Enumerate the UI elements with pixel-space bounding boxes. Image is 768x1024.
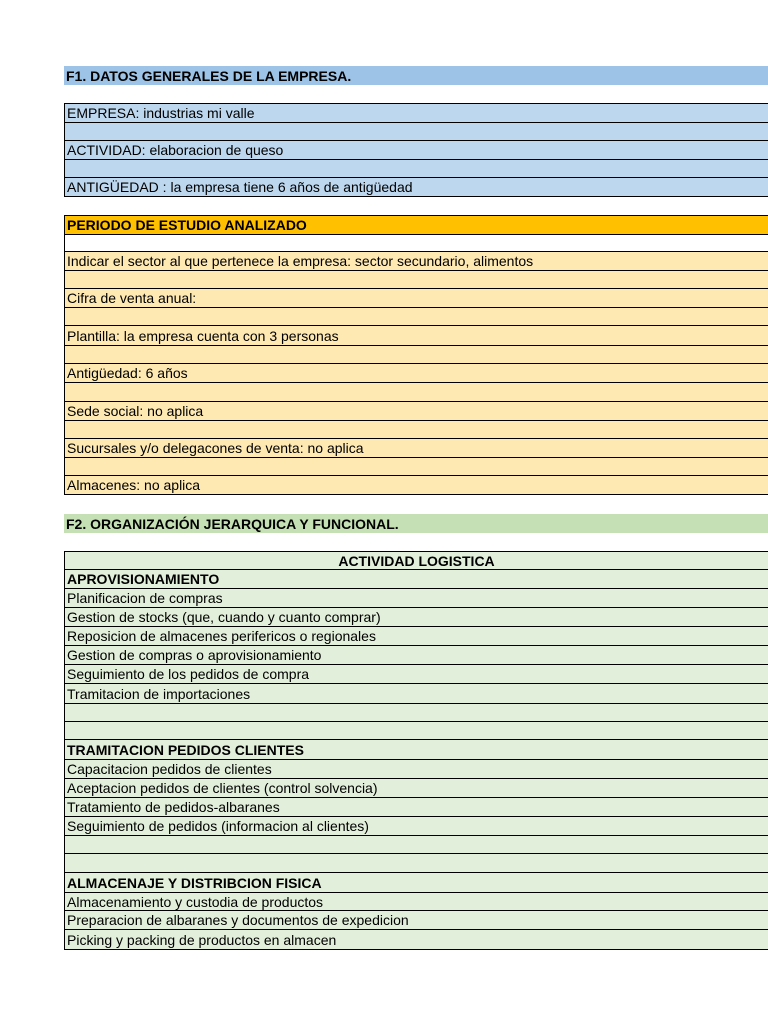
empty-cell[interactable]: [64, 458, 768, 476]
list-item[interactable]: Tramitacion de importaciones: [64, 684, 768, 704]
plantilla-cell[interactable]: Plantilla: la empresa cuenta con 3 personas: [64, 326, 768, 346]
list-item[interactable]: Planificacion de compras: [64, 589, 768, 608]
list-item[interactable]: Capacitacion pedidos de clientes: [64, 760, 768, 779]
antiguedad-cell[interactable]: ANTIGÜEDAD : la empresa tiene 6 años de antigüedad: [64, 178, 768, 197]
list-item[interactable]: Gestion de stocks (que, cuando y cuanto comprar): [64, 608, 768, 627]
empty-cell[interactable]: [64, 235, 768, 252]
list-item[interactable]: Reposicion de almacenes perifericos o regionales: [64, 627, 768, 646]
empty-cell[interactable]: [64, 704, 768, 722]
sucursales-cell[interactable]: Sucursales y/o delegacones de venta: no aplica: [64, 439, 768, 458]
empty-cell[interactable]: [64, 854, 768, 873]
actividad-cell[interactable]: ACTIVIDAD: elaboracion de queso: [64, 141, 768, 160]
sector-cell[interactable]: Indicar el sector al que pertenece la empresa: sector secundario, alimentos: [64, 252, 768, 271]
antiguedad-periodo-cell[interactable]: Antigüedad: 6 años: [64, 364, 768, 383]
empty-cell[interactable]: [64, 123, 768, 141]
almacenaje-title: ALMACENAJE Y DISTRIBCION FISICA: [64, 873, 768, 893]
empresa-cell[interactable]: EMPRESA: industrias mi valle: [64, 103, 768, 123]
empty-cell[interactable]: [64, 722, 768, 740]
empty-cell[interactable]: [64, 383, 768, 402]
aprovisionamiento-title: APROVISIONAMIENTO: [64, 570, 768, 589]
sede-social-cell[interactable]: Sede social: no aplica: [64, 402, 768, 421]
cifra-venta-cell[interactable]: Cifra de venta anual:: [64, 289, 768, 308]
list-item[interactable]: Seguimiento de pedidos (informacion al clientes): [64, 817, 768, 836]
f1-section-title: F1. DATOS GENERALES DE LA EMPRESA.: [64, 66, 768, 85]
empty-cell[interactable]: [64, 346, 768, 364]
empty-cell[interactable]: [64, 836, 768, 854]
periodo-section-title: PERIODO DE ESTUDIO ANALIZADO: [64, 215, 768, 235]
list-item[interactable]: Seguimiento de los pedidos de compra: [64, 665, 768, 684]
list-item[interactable]: Tratamiento de pedidos-albaranes: [64, 798, 768, 817]
list-item[interactable]: Gestion de compras o aprovisionamiento: [64, 646, 768, 665]
empty-cell[interactable]: [64, 271, 768, 289]
table-header: ACTIVIDAD LOGISTICA: [64, 551, 768, 570]
list-item[interactable]: Aceptacion pedidos de clientes (control solvencia): [64, 779, 768, 798]
list-item[interactable]: Picking y packing de productos en almacen: [64, 930, 768, 950]
list-item[interactable]: Almacenamiento y custodia de productos: [64, 893, 768, 911]
list-item[interactable]: Preparacion de albaranes y documentos de expedicion: [64, 911, 768, 930]
tramitacion-title: TRAMITACION PEDIDOS CLIENTES: [64, 740, 768, 760]
empty-cell[interactable]: [64, 421, 768, 439]
empty-cell[interactable]: [64, 308, 768, 326]
f2-section-title: F2. ORGANIZACIÓN JERARQUICA Y FUNCIONAL.: [64, 514, 768, 533]
almacenes-cell[interactable]: Almacenes: no aplica: [64, 476, 768, 495]
empty-cell[interactable]: [64, 160, 768, 178]
